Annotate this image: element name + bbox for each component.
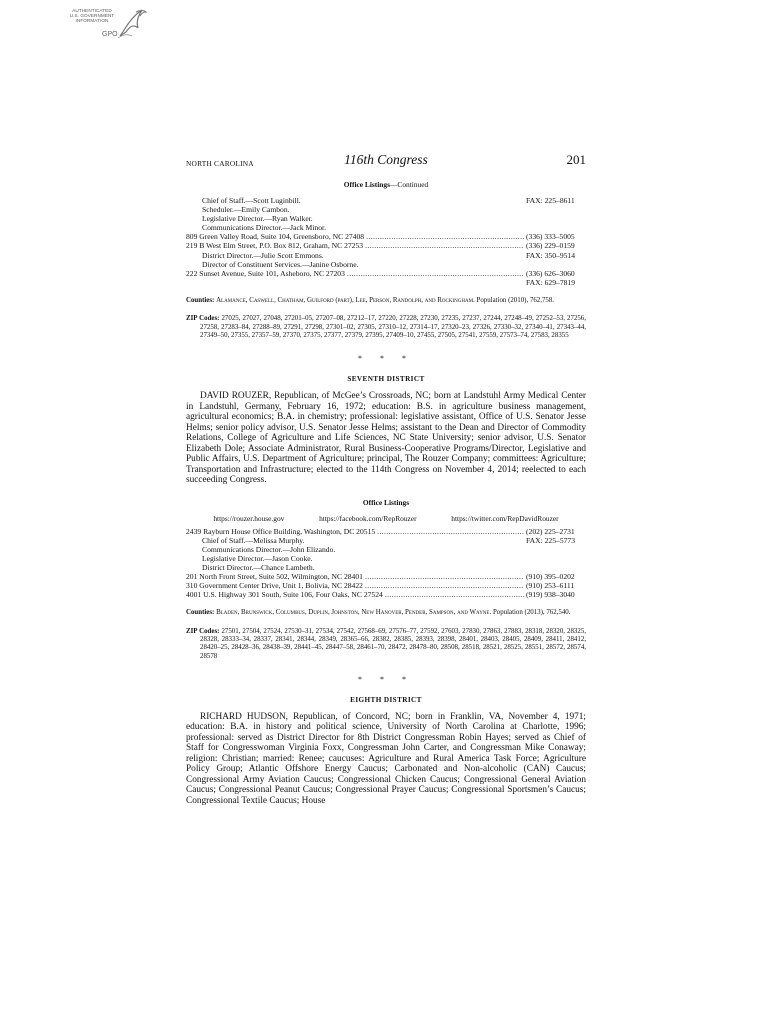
listing-phone: (919) 938–3040 <box>526 590 575 600</box>
listing-row <box>186 554 586 563</box>
seal-gpo-label: GPO <box>102 31 118 38</box>
listing-text: 4001 U.S. Highway 301 South, Suite 106, Four Oaks, NC 27524 <box>186 590 383 600</box>
document-page <box>186 150 586 806</box>
listing-text: District Director.—Chance Lambeth. <box>202 563 315 572</box>
listing-row <box>186 260 586 269</box>
listing-phone: (910) 395–0202 <box>526 572 575 582</box>
listing-text: Legislative Director.—Ryan Walker. <box>202 214 313 224</box>
listing-text: Chief of Staff.—Melissa Murphy. <box>202 535 305 545</box>
seal-line-1: AUTHENTICATED <box>72 8 112 13</box>
listing-row <box>186 232 586 241</box>
zip-codes-6th: ZIP Codes: 27025, 27027, 27048, 27201–05, 27207–08, 27212–17, 27220, 27228, 27230, 27235, 27237, 27244, 27248–49, 27252–53, 27256, 27258, 27283–84, 27288–89, 27291, 27298, 27301–02, 27305, 27310–12, 27314–17, 27320–23, 27326, 27330–32, 27340–41, 27343–44, 27349–50, 27355, 27357–59, 27370, 27375, 27377, 27379, 27395, 27409–10, 27455, 27505, 27541, 27559, 27573–74, 27583, 28355 <box>186 315 586 339</box>
running-head <box>186 150 586 174</box>
listing-row <box>186 536 586 545</box>
district-heading-eighth: EIGHTH DISTRICT <box>350 695 422 704</box>
listing-text: Legislative Director.—Jason Cooke. <box>202 553 313 563</box>
eagle-icon <box>116 6 148 40</box>
listing-row <box>186 241 586 250</box>
listing-phone: (336) 229–0159 <box>526 241 575 251</box>
listing-text: District Director.—Julie Scott Emmons. <box>202 250 324 260</box>
page-number: 201 <box>566 152 586 167</box>
listing-text: 219 B West Elm Street, P.O. Box 812, Graham, NC 27253 <box>186 241 364 251</box>
web-links <box>196 514 576 523</box>
listing-row <box>186 278 586 287</box>
dot-leader <box>347 269 524 278</box>
listing-row <box>186 590 586 599</box>
biography-rouzer: DAVID ROUZER, Republican, of McGee’s Crossroads, NC; born at Landstuhl Army Medical Center in Landstuhl, Germany, February 16, 1972; education: B.S. in agriculture business management, agricultural economics; B.A. in chemistry; professional: legislative assistant, Office of U.S. Senator Jesse Helms; senior policy advisor, U.S. Senator Jesse Helms; assistant to the Dean and Director of Commodity Relations, College of Agriculture and Life Sciences, NC State University; senior advisor, U.S. Senator Elizabeth Dole; Associate Administrator, Rural Business-Cooperative Programs/Director, Legislative and Public Affairs, U.S. Department of Agriculture; principal, The Rouzer Company; committees: Agriculture; Transportation and Infrastructure; elected to the 114th Congress on November 4, 2014; reelected to each succeeding Congress. <box>186 391 586 486</box>
section-separator: * * * <box>358 354 414 364</box>
dot-leader <box>365 572 524 581</box>
seal-line-3: INFORMATION <box>75 18 109 23</box>
listing-text: 809 Green Valley Road, Suite 104, Greensboro, NC 27408 <box>186 232 365 242</box>
district-heading-seventh: SEVENTH DISTRICT <box>347 375 425 384</box>
listing-phone: FAX: 629–7819 <box>526 277 576 287</box>
listing-phone: (336) 333–5005 <box>526 232 575 242</box>
listing-text: 310 Government Center Drive, Unit 1, Bolivia, NC 28422 <box>186 581 363 591</box>
listing-row <box>186 545 586 554</box>
listing-text: 2439 Rayburn House Office Building, Washington, DC 20515 <box>186 526 376 536</box>
listing-row <box>186 581 586 590</box>
listing-phone: (336) 626–3060 <box>526 268 575 278</box>
listing-row <box>186 223 586 232</box>
zip-codes-7th: ZIP Codes: 27501, 27504, 27524, 27530–31, 27534, 27542, 27568–69, 27576–77, 27592, 27603, 27830, 27863, 27883, 28318, 28320, 28325, 28328, 28333–34, 28337, 28341, 28344, 28349, 28365–66, 28382, 28385, 28393, 28398, 28401, 28403, 28405, 28409, 28411, 28412, 28420–25, 28428–36, 28438–39, 28441–45, 28447–58, 28461–70, 28472, 28478–80, 28508, 28518, 28521, 28525, 28551, 28572, 28574, 28578 <box>186 627 586 660</box>
dot-leader <box>365 581 524 590</box>
counties-note-6th: Counties: Alamance, Caswell, Chatham, Guilford (part), Lee, Person, Randolph, and Rockingham. Population (2010), 762,758. <box>186 296 555 304</box>
office-listings-heading-7th: Office Listings <box>362 497 410 507</box>
office-listing-6th <box>186 196 586 287</box>
office-listing-7th <box>186 527 586 600</box>
listing-row <box>186 214 586 223</box>
listing-row <box>186 572 586 581</box>
listing-phone: (202) 225–2731 <box>526 526 575 536</box>
listing-row <box>186 563 586 572</box>
listing-text: Chief of Staff.—Scott Luginbill. <box>202 196 301 205</box>
twitter-link[interactable]: https://twitter.com/RepDavidRouzer <box>451 513 559 523</box>
office-listings-heading: Office Listings—Continued <box>343 180 429 189</box>
listing-text: 222 Sunset Avenue, Suite 101, Asheboro, NC 27203 <box>186 268 345 278</box>
biography-hudson: RICHARD HUDSON, Republican, of Concord, NC; born in Franklin, VA, November 4, 1971; education: B.A. in history and political science, University of North Carolina at Charlotte, 1996; professional: served as District Director for 8th District Congressman Robin Hayes; served as Chief of Staff for Congresswoman Virginia Foxx, Congressman John Carter, and Congressman Mike Conaway; religion: Christian; married: Renee; caucuses: Agriculture and Rural America Task Force; Agriculture Policy Group; Atlantic Offshore Energy Caucus; Carbonated and Non-alcoholic (CAN) Caucus; Congressional Army Aviation Caucus; Congressional Chicken Caucus; Congressional General Aviation Caucus; Congressional Peanut Caucus; Congressional Prayer Caucus; Congressional Sportsmen’s Caucus; Congressional Textile Caucus; House <box>186 711 586 806</box>
facebook-link[interactable]: https://facebook.com/RepRouzer <box>319 513 417 523</box>
state-name: NORTH CAROLINA <box>186 159 254 168</box>
listing-text: Communications Director.—John Elizando. <box>202 544 336 554</box>
listing-phone: FAX: 225–5773 <box>526 535 576 545</box>
gpo-authentication-seal <box>62 6 152 46</box>
listing-text: Scheduler.—Emily Cambon. <box>202 205 290 215</box>
listing-text: 201 North Front Street, Suite 502, Wilmington, NC 28401 <box>186 572 363 582</box>
listing-row <box>186 205 586 214</box>
congress-title: 116th Congress <box>344 152 428 167</box>
listing-phone: FAX: 350–9514 <box>526 250 576 260</box>
listing-row <box>186 196 586 205</box>
counties-note-7th: Counties: Bladen, Brunswick, Columbus, Duplin, Johnston, New Hanover, Pender, Sampson, and Wayne. Population (2013), 762,540. <box>186 609 571 617</box>
seal-line-2: U.S. GOVERNMENT <box>69 13 115 18</box>
listing-row <box>186 527 586 536</box>
dot-leader <box>365 241 524 250</box>
listing-text: Director of Constituent Services.—Janine Osborne. <box>202 259 359 269</box>
dot-leader <box>366 232 524 241</box>
website-link[interactable]: https://rouzer.house.gov <box>213 513 285 523</box>
listing-text: Communications Director.—Jack Minor. <box>202 223 327 233</box>
listing-phone: (910) 253–6111 <box>526 581 575 591</box>
listing-row <box>186 251 586 260</box>
listing-phone: FAX: 225–8611 <box>526 196 575 205</box>
section-separator: * * * <box>358 674 414 684</box>
dot-leader <box>377 527 524 536</box>
dot-leader <box>385 590 524 599</box>
listing-row <box>186 269 586 278</box>
